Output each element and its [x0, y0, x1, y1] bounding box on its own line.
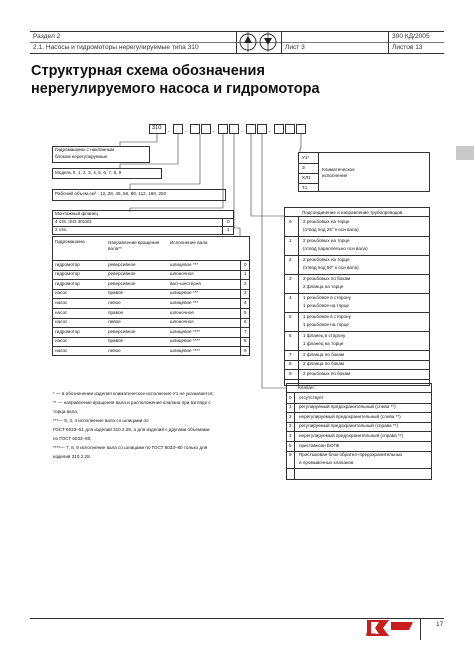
- machine-header-type: Гидромашина: [55, 239, 85, 244]
- machine-row-direction: реверсивное: [108, 271, 136, 277]
- machine-row-code: 9: [244, 347, 247, 353]
- machine-row-direction: левое: [108, 299, 121, 305]
- flange-row-code: 1: [227, 227, 230, 232]
- machine-row-shaft: шлицевое ****: [170, 328, 200, 334]
- piping-row-rule: [284, 312, 430, 313]
- climate-label: Климатическое: [322, 167, 355, 172]
- piping-row-rule: [284, 369, 430, 370]
- machine-row-direction: левое: [108, 319, 121, 325]
- flange-col-rule: [222, 218, 223, 235]
- doc-code: 300 КД/2005: [392, 33, 430, 40]
- machine-table: [52, 236, 250, 356]
- piping-row-code: 1: [289, 237, 292, 243]
- valve-row-code: 2: [289, 413, 292, 419]
- climate-code: ХЛ1: [302, 175, 311, 180]
- machine-row-rule: [52, 279, 250, 280]
- machine-row-code: 3: [244, 290, 247, 296]
- machine-row-shaft: шлицевое ***: [170, 261, 199, 267]
- piping-row-rule: [284, 379, 430, 380]
- machine-row-shaft: вал–шестерня: [170, 280, 201, 286]
- code-separator: .: [269, 127, 271, 134]
- valve-row-rule: [286, 468, 432, 469]
- piping-row-text: 2 резьбовых по бокам: [303, 370, 351, 376]
- climate-col: [318, 152, 319, 192]
- machine-row-code: 6: [244, 319, 247, 325]
- machine-row-rule: [52, 308, 250, 309]
- piping-row-text: 1 резьбовое на торце: [303, 303, 349, 309]
- machine-row-type: насос: [55, 319, 68, 325]
- piping-row-rule: [284, 293, 430, 294]
- machine-row-code: 7: [244, 328, 247, 334]
- climate-rule: [298, 173, 318, 174]
- machine-row-shaft: шлицевое ****: [170, 347, 200, 353]
- flange-title: Монтажный фланец: [55, 211, 98, 216]
- subsection-label: 2.1. Насосы и гидромоторы нерегулируемые типа 310: [33, 44, 199, 51]
- valve-row-text: Пристыкован блок обратно–предохранительных: [299, 452, 403, 458]
- page-subtitle: нерегулируемого насоса и гидромотора: [31, 81, 320, 97]
- piping-header: Подсоединение и направление трубопроводов: [302, 210, 403, 215]
- piping-row-code: 0: [289, 218, 292, 224]
- climate-rule: [298, 183, 318, 184]
- footnote-line: ** — направление вращения вала и расположение клапана при взгляде с: [53, 400, 211, 405]
- footer-divider: [420, 618, 421, 640]
- machine-row-direction: реверсивное: [108, 261, 136, 267]
- valve-row-code: 4: [289, 432, 292, 438]
- machine-row-type: гидромотор: [55, 328, 80, 334]
- machine-row-type: насос: [55, 290, 68, 296]
- valve-row-text: приставкоан БОПК: [299, 442, 340, 448]
- piping-row-code: 8: [289, 361, 292, 366]
- piping-row-text: 2 резьбовых на торце: [303, 218, 350, 224]
- piping-rule: [284, 216, 430, 217]
- machine-row-rule: [52, 346, 250, 347]
- machine-row-code: 8: [244, 338, 247, 344]
- flange-row-label: 4 отв. ISO 3019/2: [55, 219, 92, 224]
- machine-row-direction: правое: [108, 338, 124, 344]
- footnote-line: ***— 0, 3, 4 исполнение вала со шлицами по: [53, 418, 149, 423]
- piping-row-rule: [284, 331, 430, 332]
- piping-row-text: 1 фланец на торце: [303, 341, 344, 347]
- machine-row-shaft: шлицевое ****: [170, 338, 200, 344]
- footnote-line: изделий 310.2.28.: [53, 454, 91, 459]
- piping-row-text: (отвод под 50° к оси вала): [303, 265, 359, 271]
- piping-row-text: 2 фланца по бокам: [303, 351, 345, 357]
- code-prefix: 310: [152, 125, 162, 131]
- valve-row-code: 5: [289, 442, 292, 448]
- machine-row-direction: правое: [108, 290, 124, 296]
- footnote-line: * — в обозначении изделия климатическое исполнение У1 не указывается;: [53, 391, 214, 396]
- hydromachine-line1: Гидромашины с наклонным: [55, 147, 115, 152]
- valve-header: Клапан:: [298, 385, 315, 390]
- piping-row-code: 2: [289, 256, 292, 262]
- section-label: Раздел 2: [33, 33, 61, 40]
- machine-row-shaft: шлицевое ***: [170, 299, 199, 305]
- footnote-line: по ГОСТ 6033–80;: [53, 436, 92, 441]
- machine-row-rule: [52, 327, 250, 328]
- volume-label: Рабочий объем,см³ : 12, 28, 45, 56, 80, 112, 160, 250: [55, 191, 167, 196]
- valve-row-rule: [286, 412, 432, 413]
- piping-row-text: 2 фланца по бокам: [303, 361, 345, 366]
- flange-row-code: 0: [227, 219, 230, 224]
- machine-row-shaft: шпоночное: [170, 309, 194, 315]
- piping-row-text: 2 резьбовых по бокам: [303, 275, 351, 281]
- piping-row-text: 1 резьбовое в сторону: [303, 313, 351, 319]
- machine-row-shaft: шлицевое ***: [170, 290, 199, 296]
- machine-row-code: 4: [244, 299, 247, 305]
- piping-row-text: 2 резьбовых на торце: [303, 256, 350, 262]
- valve-rule: [286, 392, 432, 393]
- valve-row-code: 0: [289, 394, 292, 400]
- footnote-line: ****— 7, 8, 9 исполнение вала со шлицами по ГОСТ 6033–80 только для: [53, 445, 208, 450]
- sheet-label: Лист 3: [285, 44, 305, 51]
- piping-row-code: 5: [289, 313, 292, 319]
- sheets-total: Листов 13: [392, 44, 423, 51]
- climate-rule: [298, 163, 318, 164]
- piping-row-text: 2 фланца на торце: [303, 284, 344, 290]
- machine-row-direction: реверсивное: [108, 280, 136, 286]
- valve-row-rule: [286, 451, 432, 452]
- machine-row-direction: правое: [108, 309, 124, 315]
- piping-row-code: 6: [289, 332, 292, 338]
- machine-row-code: 0: [244, 261, 247, 267]
- climate-label: исполнение: [322, 173, 348, 178]
- flange-row-label: 2 отв.: [55, 227, 68, 232]
- valve-row-rule: [286, 431, 432, 432]
- model-label: Модель 0, 1, 2, 3, 4, 5, 6, 7, 8, 9: [55, 170, 122, 175]
- valve-row-code: 1: [289, 404, 292, 410]
- piping-row-text: 1 фланец в сторону: [303, 332, 346, 338]
- piping-row-text: (отвод параллельно оси вала): [303, 246, 368, 252]
- machine-row-type: гидромотор: [55, 280, 80, 286]
- machine-row-shaft: шпоночное: [170, 271, 194, 277]
- code-separator: .: [241, 127, 243, 134]
- code-separator: .: [185, 127, 187, 134]
- hydromachine-line2: блоком нерегулируемые: [55, 154, 108, 159]
- machine-row-type: насос: [55, 347, 68, 353]
- footnote-line: ГОСТ 6033–51 для изделий 310.2.28, а для изделий с другими объемами: [53, 427, 210, 432]
- piping-row-text: 2 резьбовых на торце: [303, 237, 350, 243]
- machine-row-code: 5: [244, 309, 247, 315]
- machine-row-rule: [52, 270, 250, 271]
- climate-code: Т1: [302, 185, 308, 190]
- piping-row-rule: [284, 360, 430, 361]
- machine-row-code: 2: [244, 280, 247, 286]
- piping-col: [298, 216, 299, 386]
- piping-row-rule: [284, 274, 430, 275]
- machine-row-type: гидромотор: [55, 271, 80, 277]
- machine-row-type: насос: [55, 299, 68, 305]
- machine-row-direction: реверсивное: [108, 328, 136, 334]
- machine-header-shaft: Исполнение вала: [170, 240, 208, 245]
- piping-row-text: 1 резьбовое на торце: [303, 322, 349, 328]
- valve-row-code: 3: [289, 423, 292, 429]
- piping-row-rule: [284, 255, 430, 256]
- machine-row-rule: [52, 318, 250, 319]
- valve-row-text: нерегулируемый предохранительный (справа **): [299, 432, 404, 438]
- flange-rule: [52, 226, 234, 227]
- valve-row-text: отсутствует: [299, 394, 324, 400]
- machine-row-rule: [52, 337, 250, 338]
- valve-row-text: регулируемый предохранительный (справа **): [299, 423, 398, 429]
- footnote-line: торца вала;: [53, 409, 79, 414]
- piping-row-rule: [284, 350, 430, 351]
- page-title: Структурная схема обозначения: [31, 63, 265, 79]
- code-separator: .: [168, 127, 170, 134]
- valve-row-text: нерегулируемый предохранительный (слева **): [299, 413, 401, 419]
- climate-code: З: [302, 165, 305, 170]
- valve-row-text: регулируемый предохранительный (слева **): [299, 404, 396, 410]
- piping-row-code: 9: [289, 370, 292, 376]
- piping-row-code: 4: [289, 294, 292, 300]
- piping-row-rule: [284, 236, 430, 237]
- valve-row-text: и промывочных клапанов: [299, 459, 354, 465]
- piping-row-text: (отвод под 25° к оси вала): [303, 227, 359, 233]
- machine-row-type: насос: [55, 309, 68, 315]
- machine-row-direction: левое: [108, 347, 121, 353]
- machine-row-rule: [52, 260, 250, 261]
- machine-row-type: насос: [55, 338, 68, 344]
- valve-row-code: 6: [289, 452, 292, 458]
- machine-header-direction: Направление вращения вала**: [108, 240, 160, 252]
- climate-code: У1*: [302, 155, 310, 160]
- piping-row-code: 3: [289, 275, 292, 281]
- machine-row-rule: [52, 298, 250, 299]
- page-number: 17: [436, 621, 444, 628]
- company-logo: [365, 618, 415, 640]
- piping-row-code: 7: [289, 351, 292, 357]
- machine-row-type: гидромотор: [55, 261, 80, 267]
- machine-row-rule: [52, 289, 250, 290]
- machine-row-shaft: шпоночное: [170, 319, 194, 325]
- machine-row-code: 1: [244, 271, 247, 277]
- valve-row-rule: [286, 441, 432, 442]
- code-separator: .: [213, 127, 215, 134]
- logo-text: PSM: [366, 632, 376, 637]
- piping-row-text: 1 резьбовое в сторону: [303, 294, 351, 300]
